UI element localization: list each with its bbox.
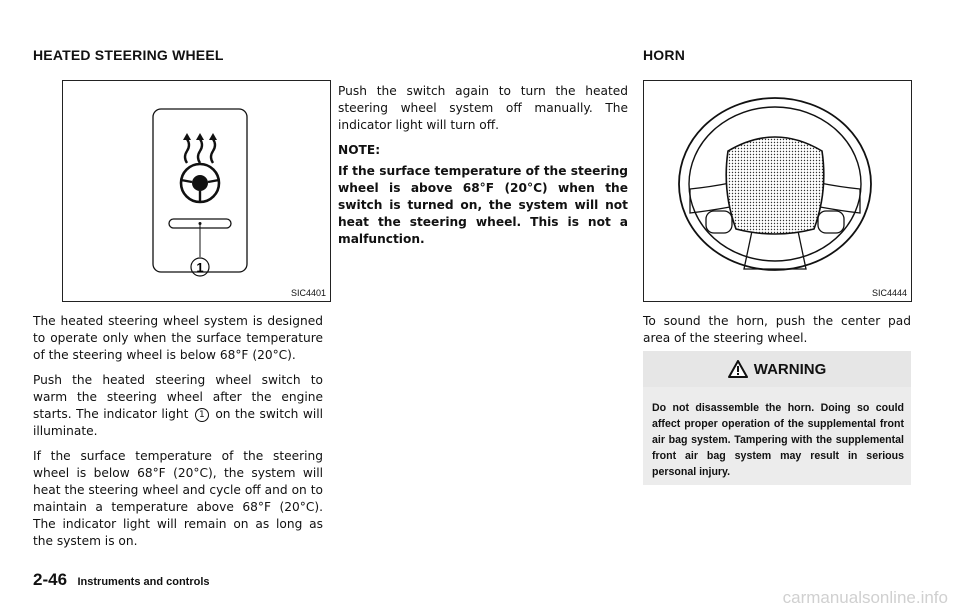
warning-header xyxy=(643,351,911,387)
figure-code: SIC4401 xyxy=(290,288,326,298)
warning-title: WARNING xyxy=(753,360,827,378)
column-3-text xyxy=(643,313,911,355)
paragraph: Push the switch again to turn the heated steering wheel system off manually. The indicator light will turn off. xyxy=(338,84,628,132)
section-title: Instruments and controls xyxy=(77,576,210,588)
figure-heated-steering-switch xyxy=(62,80,331,302)
heated-steering-switch-illustration xyxy=(63,81,330,301)
watermark: carmanualsonline.info xyxy=(782,588,948,607)
paragraph: Push the heated steering wheel switch to warm the steering wheel after the engine starts. The indicator light 1 on the switch will illuminate. xyxy=(33,373,323,438)
warning-triangle-icon xyxy=(728,360,748,378)
note-label: NOTE: xyxy=(338,143,381,157)
paragraph: The heated steering wheel system is designed to operate only when the surface temperature of the steering wheel is below 68°F (20°C). xyxy=(33,314,323,362)
horn-pad xyxy=(726,137,824,234)
heat-waves-icon xyxy=(185,139,215,163)
callout-1-inline: 1 xyxy=(195,408,209,422)
paragraph: To sound the horn, push the center pad area of the steering wheel. xyxy=(643,314,911,345)
paragraph: If the surface temperature of the steering wheel is below 68°F (20°C), the system will heat the steering wheel and cycle off and on to maintain a temperature above 68°F (20°C). The indicator light will remain on as long as the system is on. xyxy=(33,449,323,548)
section-heading-horn: HORN xyxy=(643,47,686,63)
steering-wheel-icon xyxy=(181,164,219,202)
callout-1: 1 xyxy=(196,260,204,275)
column-2-text xyxy=(338,83,628,256)
page-number: 2-46 xyxy=(33,570,68,589)
warning-text: Do not disassemble the horn. Doing so could affect proper operation of the supplemental front air bag system. Tampering with the supplemental front air bag system may result in serious personal injury. xyxy=(652,402,904,478)
note-text: If the surface temperature of the steering wheel is above 68°F (20°C) when the switch is turned on, the system will not heat the steering wheel. This is not a malfunction. xyxy=(338,164,628,246)
page-footer xyxy=(33,570,210,590)
figure-code: SIC4444 xyxy=(871,288,907,298)
steering-wheel-illustration xyxy=(644,81,911,301)
warning-box xyxy=(643,351,911,485)
section-heading-heated-steering-wheel: HEATED STEERING WHEEL xyxy=(33,47,224,63)
column-1-text xyxy=(33,313,323,558)
figure-horn-steering-wheel xyxy=(643,80,912,302)
